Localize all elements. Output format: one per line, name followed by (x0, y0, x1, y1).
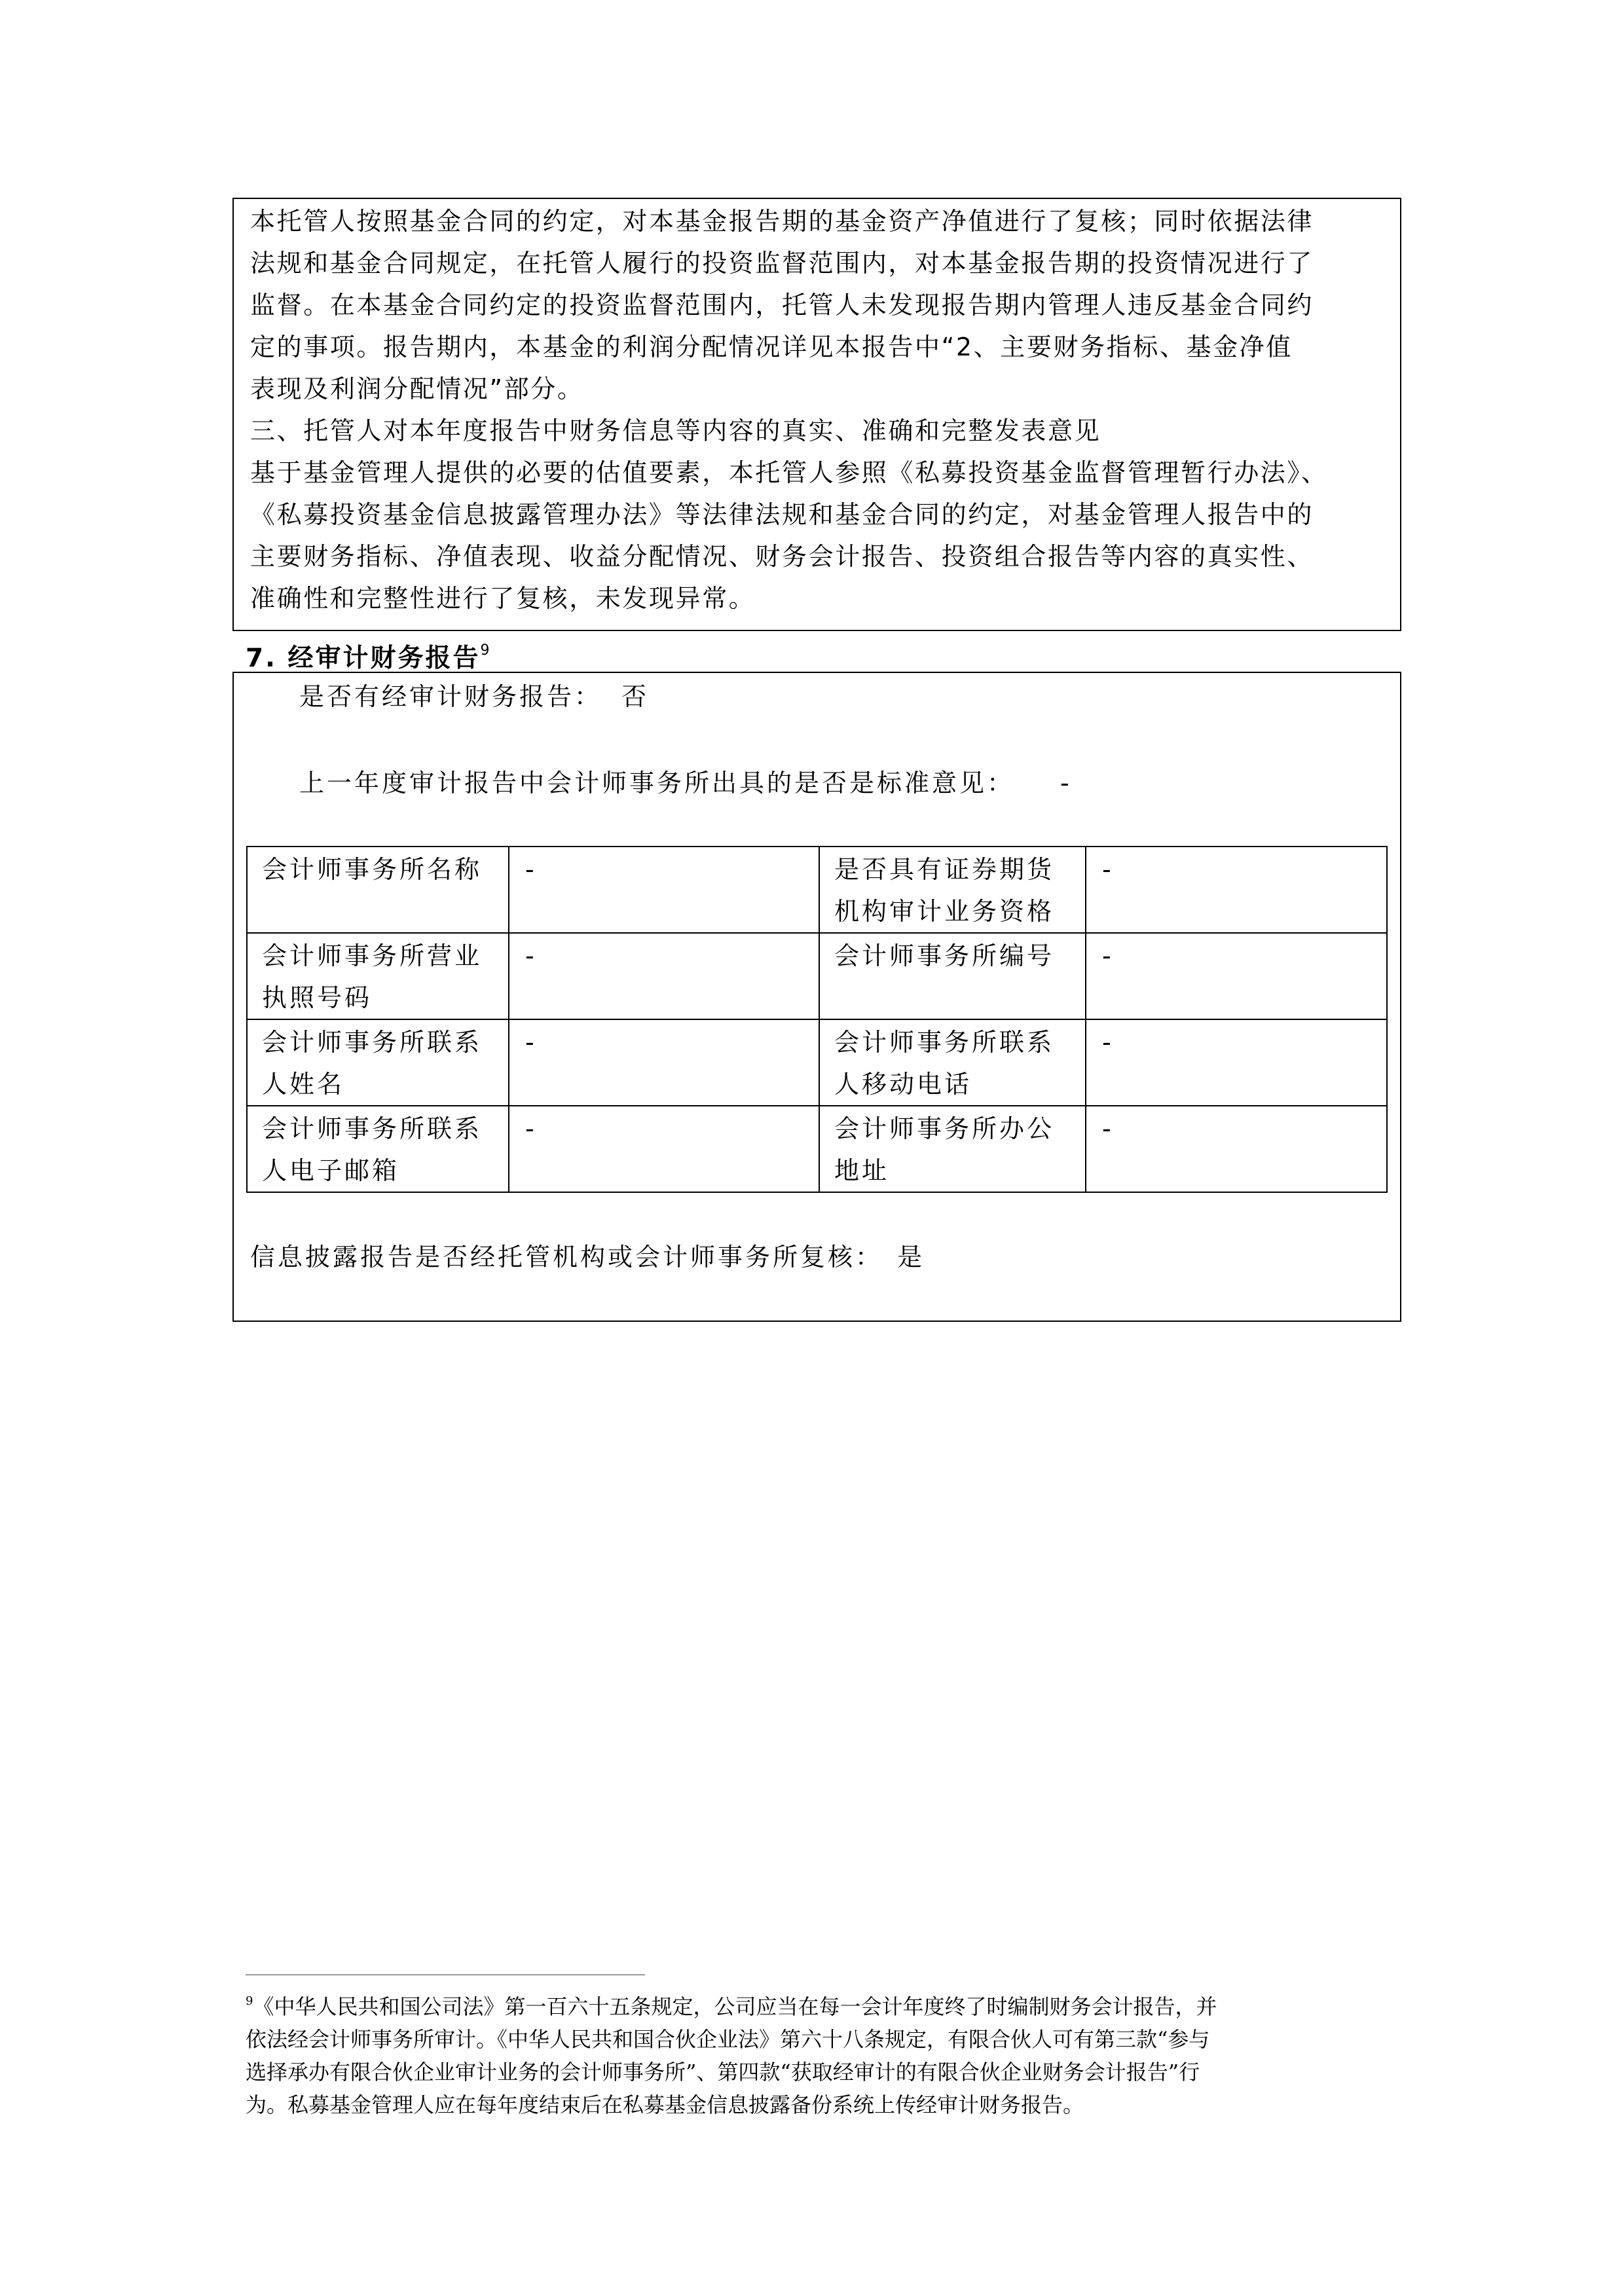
opinion-line: 监督。在本基金合同约定的投资监督范围内，托管人未发现报告期内管理人违反基金合同约 (250, 291, 1314, 319)
field-value: - (509, 1106, 819, 1192)
field-label: 会计师事务所联系人电子邮箱 (247, 1106, 509, 1192)
standard-opinion-label: 上一年度审计报告中会计师事务所出具的是否是标准意见： (299, 769, 1015, 797)
opinion-line: 表现及利润分配情况”部分。 (250, 374, 584, 403)
field-value: - (1086, 847, 1387, 933)
field-label: 会计师事务所联系人移动电话 (819, 1019, 1086, 1106)
field-label: 会计师事务所营业执照号码 (247, 933, 509, 1019)
accounting-firm-table (246, 846, 1388, 1193)
table-row (247, 1106, 1387, 1192)
table-row (247, 933, 1387, 1019)
table-row (247, 847, 1387, 933)
review-question (250, 1240, 925, 1274)
footnote-text: 《中华人民共和国公司法》第一百六十五条规定，公司应当在每一会计年度终了时编制财务会计报告，并 (253, 1994, 1217, 2019)
review-value: 是 (897, 1243, 925, 1271)
standard-opinion-value: - (1060, 769, 1072, 797)
section-title: 7. 经审计财务报告 (246, 644, 481, 673)
opinion-subheading: 三、托管人对本年度报告中财务信息等内容的真实、准确和完整发表意见 (250, 416, 1101, 445)
field-label: 是否具有证券期货机构审计业务资格 (819, 847, 1086, 933)
field-label: 会计师事务所办公地址 (819, 1106, 1086, 1192)
opinion-line: 基于基金管理人提供的必要的估值要素，本托管人参照《私募投资基金监督管理暂行办法》、 (250, 458, 1328, 487)
audit-report-box (232, 672, 1401, 1322)
opinion-line: 本托管人按照基金合同的约定，对本基金报告期的基金资产净值进行了复核；同时依据法律 (250, 207, 1314, 236)
footnote-ref: 9 (480, 642, 490, 659)
table-row (247, 1019, 1387, 1106)
field-value: - (1086, 1019, 1387, 1106)
footnote-line: 选择承办有限合伙企业审计业务的会计师事务所”、第四款“获取经审计的有限合伙企业财务会计报告”行 (246, 2060, 1200, 2085)
footnote-line (246, 1985, 1398, 2023)
footnote-number: 9 (246, 1994, 253, 2008)
opinion-line: 定的事项。报告期内，本基金的利润分配情况详见本报告中“2、主要财务指标、基金净值 (250, 333, 1293, 361)
has-audited-value: 否 (621, 682, 650, 711)
review-label: 信息披露报告是否经托管机构或会计师事务所复核： (250, 1243, 883, 1271)
field-value: - (509, 933, 819, 1019)
has-audited-label: 是否有经审计财务报告： (299, 682, 602, 711)
custodian-opinion-box (232, 198, 1401, 631)
footnote-line: 依法经会计师事务所审计。《中华人民共和国合伙企业法》第六十八条规定，有限合伙人可有第三款“参与 (246, 2027, 1210, 2052)
opinion-line: 准确性和完整性进行了复核，未发现异常。 (250, 584, 756, 613)
opinion-line: 《私募投资基金信息披露管理办法》等法律法规和基金合同的约定，对基金管理人报告中的 (250, 500, 1314, 529)
opinion-line: 法规和基金合同规定，在托管人履行的投资监督范围内，对本基金报告期的投资情况进行了 (250, 249, 1314, 278)
opinion-line: 主要财务指标、净值表现、收益分配情况、财务会计报告、投资组合报告等内容的真实性、 (250, 542, 1314, 571)
section-heading (246, 634, 490, 676)
has-audited-question (299, 680, 649, 714)
field-value: - (509, 847, 819, 933)
field-value: - (509, 1019, 819, 1106)
field-value: - (1086, 933, 1387, 1019)
field-label: 会计师事务所编号 (819, 933, 1086, 1019)
footnote-line: 为。私募基金管理人应在每年度结束后在私募基金信息披露备份系统上传经审计财务报告。 (246, 2092, 1084, 2117)
footnote (246, 1985, 1398, 2121)
field-label: 会计师事务所名称 (247, 847, 509, 933)
field-value: - (1086, 1106, 1387, 1192)
field-label: 会计师事务所联系人姓名 (247, 1019, 509, 1106)
standard-opinion-question (299, 766, 1072, 800)
